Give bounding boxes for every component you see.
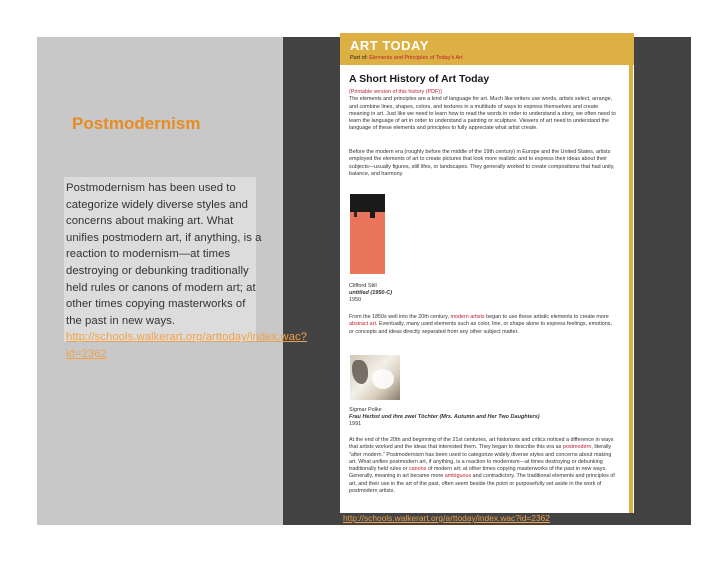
caption-2-year: 1991 [349,421,362,428]
modern-text-c: . Eventually, many used elements such as color, line, or shape alone to express feelings, emotions, or concepts and ideas directly separated from any other subject matter. [349,321,612,335]
modern-text-b: began to use these artistic elements to create more [484,314,609,320]
slide-body-text: Postmodernism has been used to categorize widely diverse styles and concerns about making art. What unifies postmodern art, if anything, is a reaction to modernism—at times destroying or debunking traditionally held rules or canons of modern art; at other times copying masterworks of the past in new ways. [66,182,262,327]
banner-sub-prefix: Part of: [350,55,370,61]
sigmar-polke-painting[interactable] [350,355,400,400]
caption-1-year: 1950 [349,297,362,304]
caption-2-title: Frau Herbst und ihre zwei Töchter (Mrs. Autumn and Her Two Daughters) [349,414,540,421]
modern-paragraph [349,314,617,336]
footer-source-link[interactable]: http://schools.walkerart.org/arttoday/index.wac?id=2362 [343,513,550,523]
ambiguous-link[interactable]: ambiguous [444,473,472,480]
slide-body [66,180,308,363]
painting-dark-drip [370,208,375,218]
painting-dark-mark [354,212,357,217]
pdf-link[interactable]: (Printable version of this history (PDF)) [349,89,442,95]
painting-dark-region [350,194,385,212]
postmodern-paragraph [349,437,617,495]
post-text-b: , literally "after modern." Postmodernism has been used to categorize widely diverse styles and concerns about making art. What unifies postmodern art, if anything, is a reaction to modernism—at times destroying or debunking traditionally held rules or [349,444,612,473]
page-heading: A Short History of Art Today [349,73,490,85]
page-border [629,33,633,513]
modern-text-a: From the 1850s well into the 20th century, [349,314,451,320]
banner-sub-link[interactable]: Elements and Principles of Today's Art [369,55,463,61]
caption-2-artist: Sigmar Polke [349,407,382,413]
post-text-d: and contradictory. The traditional elements and principles of art, and their use in the art of the past, often seem beside the point or purposefully set aside in the work of postmodern artists. [349,473,615,495]
caption-1-title: untitled (1950-C) [349,290,393,297]
post-text-c: of modern art; at other times copying masterworks of the past in new ways. Generally, meaning in art became more [349,466,607,480]
intro-paragraph [349,89,617,133]
modern-artists-link[interactable]: modern artists [450,314,485,320]
painting-white-shape [372,369,394,389]
post-text-a: At the end of the 20th and beginning of the 21st centuries, art historians and critics noticed a difference in ways that artists worked and the ideas that interested them. They began to describe this era as [349,437,614,451]
banner-title: ART TODAY [350,38,429,53]
slide-title: Postmodernism [72,114,201,133]
caption-1-artist: Clifford Still [349,283,377,289]
clifford-still-painting[interactable] [350,194,385,274]
slide-link[interactable]: http://schools.walkerart.org/arttoday/index.wac?id=2362 [66,331,308,360]
intro-text: The elements and principles are a kind of language for art. Much like writers use words, artists select, arrange, and combine lines, shapes, colors, and textures in a multitude of ways to express themselves and create meaning in art. Just like we need to learn how to read the words in order to understand a story, we often need to learn the language of art in order to understand a painting or sculpture. Viewers of art need to understand the language of these elements and principles to fully appreciate what artist create. [349,96,616,132]
caption-2 [349,407,540,429]
postmodern-link[interactable]: postmodern [562,444,592,451]
abstract-art-link[interactable]: abstract art [349,321,376,328]
caption-1 [349,283,392,305]
canons-link[interactable]: canons [408,466,427,473]
banner-subtitle [350,55,463,61]
painting-dark-figure [352,360,368,384]
premodern-paragraph: Before the modern era (roughly before the middle of the 19th century) in Europe and the United States, artists employed the elements of art to create pictures that look more realistic and to express their ideas about their subjects—usually figures, still lifes, or landscapes. They generally worked to create compositions that had unity, balance, and harmony. [349,149,615,177]
